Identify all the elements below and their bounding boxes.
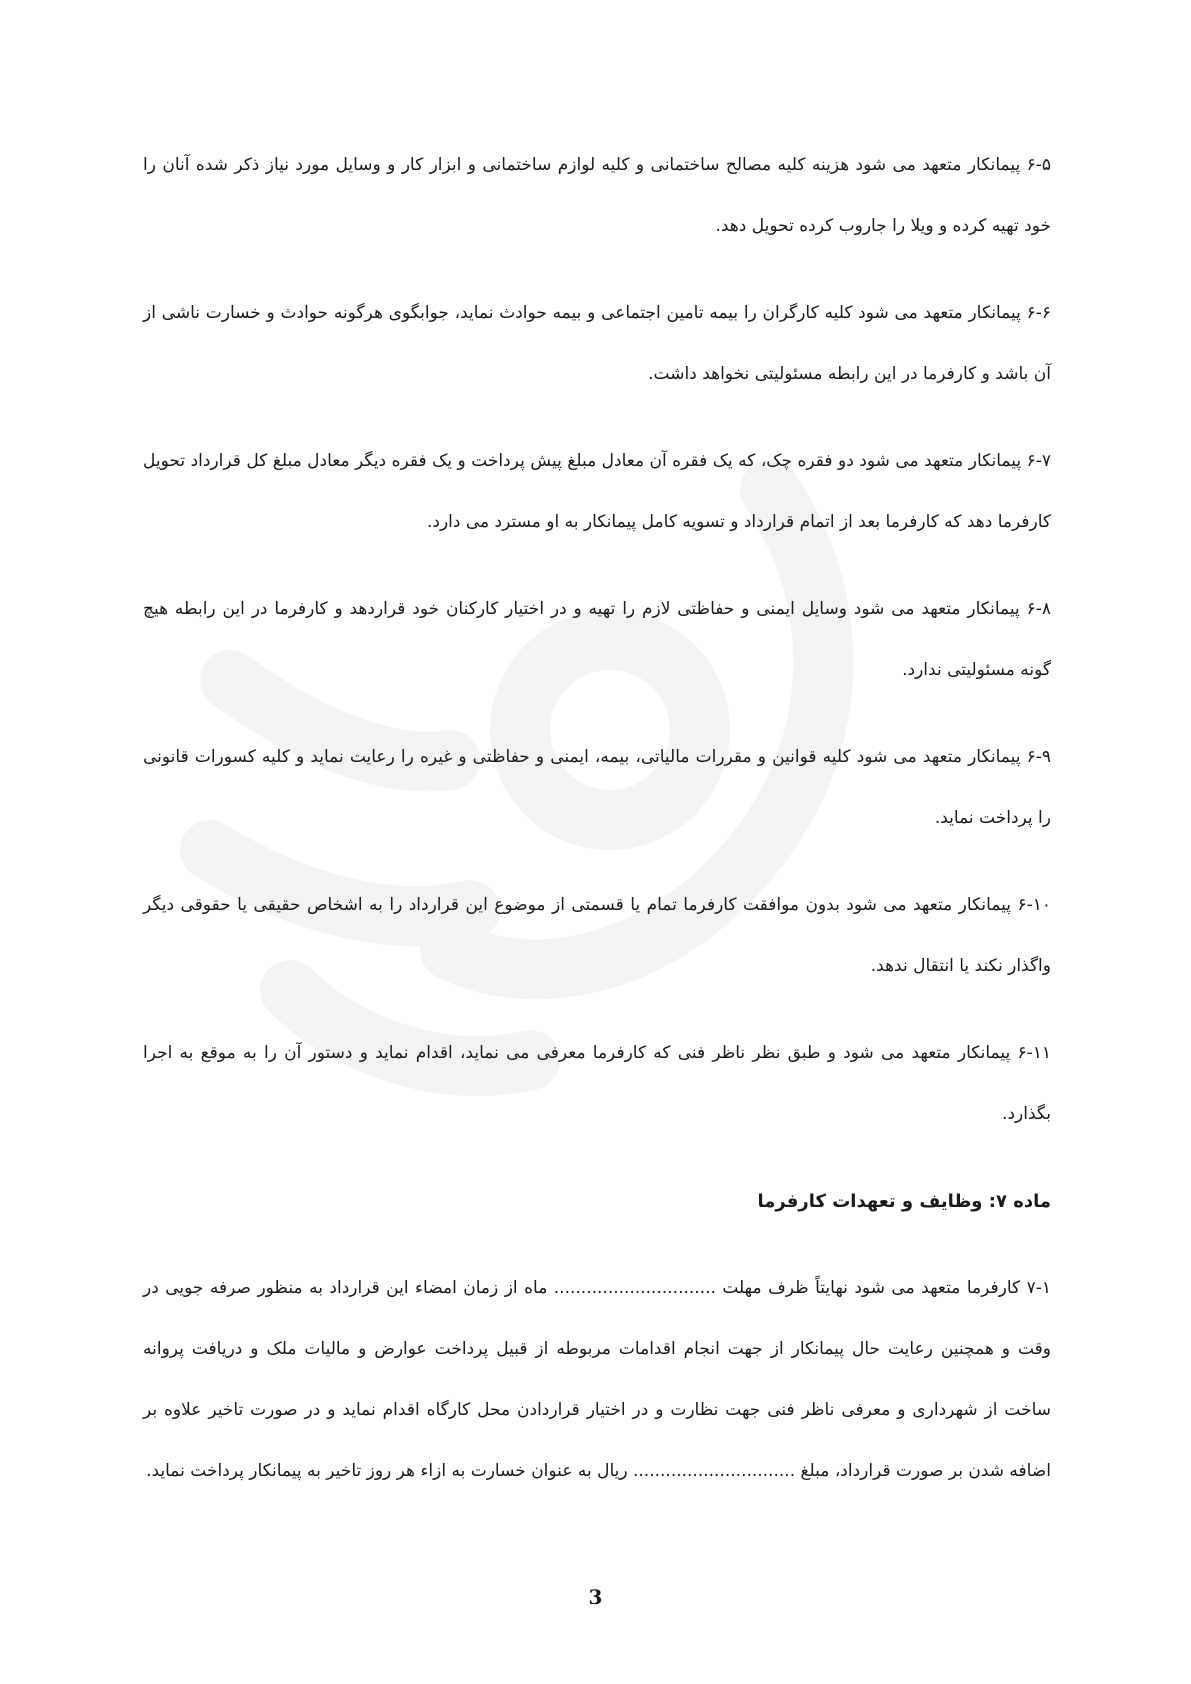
page-number: 3 — [588, 1585, 603, 1609]
clause-6-6: ۶-۶ پیمانکار متعهد می شود کلیه کارگران را بیمه تامین اجتماعی و بیمه حوادث نماید، جوابگوی هرگونه حوادث و خسارت ناشی از آن باشد و کارفرما در این رابطه مسئولیتی نخواهد داشت. — [143, 303, 1051, 384]
clause-7-1: ۷-۱ کارفرما متعهد می شود نهایتاً ظرف مهلت .............................. ماه از زمان امضاء این قرارداد به منظور صرفه جویی در وقت و همچنین رعایت حال پیمانکار از جهت انجام اقدامات مربوطه از قبیل پرداخت عوارض و مالیات ملک و دریافت پروانه ساخت از شهرداری و معرفی ناظر فنی جهت نظارت و در اختیار قراردادن محل کارگاه اقدام نماید و در صورت تاخیر علاوه بر اضافه شدن بر صورت قرارداد، مبلغ .............................. ریال به عنوان خسارت به ازاء هر روز تاخیر به پیمانکار پرداخت نماید. — [143, 1278, 1051, 1481]
clause-6-9: ۶-۹ پیمانکار متعهد می شود کلیه قوانین و مقررات مالیاتی، بیمه، ایمنی و حفاظتی و غیره را رعایت نماید و کلیه کسورات قانونی را پرداخت نماید. — [143, 747, 1051, 828]
clause-6-5: ۶-۵ پیمانکار متعهد می شود هزینه کلیه مصالح ساختمانی و کلیه لوازم ساختمانی و ابزار کار و وسایل مورد نیاز ذکر شده آنان را خود تهیه کرده و ویلا را جاروب کرده تحویل دهد. — [143, 155, 1051, 236]
clause-6-10: ۶-۱۰ پیمانکار متعهد می شود بدون موافقت کارفرما تمام یا قسمتی از موضوع این قرارداد را به اشخاص حقیقی یا حقوقی دیگر واگذار نکند یا انتقال ندهد. — [143, 895, 1051, 976]
clause-6-11: ۶-۱۱ پیمانکار متعهد می شود و طبق نظر ناظر فنی که کارفرما معرفی می نماید، اقدام نماید و دستور آن را به موقع به اجرا بگذارد. — [143, 1043, 1051, 1124]
document-body — [143, 135, 1051, 1528]
clause-6-7: ۶-۷ پیمانکار متعهد می شود دو فقره چک، که یک فقره آن معادل مبلغ پیش پرداخت و یک فقره دیگر معادل مبلغ کل قرارداد تحویل کارفرما دهد که کارفرما بعد از اتمام قرارداد و تسویه کامل پیمانکار به او مسترد می دارد. — [143, 451, 1051, 532]
article-7-heading: ماده ۷: وظایف و تعهدات کارفرما — [757, 1191, 1051, 1212]
clause-6-8: ۶-۸ پیمانکار متعهد می شود وسایل ایمنی و حفاظتی لازم را تهیه و در اختیار کارکنان خود قراردهد و کارفرما در این رابطه هیچ گونه مسئولیتی ندارد. — [143, 599, 1051, 680]
